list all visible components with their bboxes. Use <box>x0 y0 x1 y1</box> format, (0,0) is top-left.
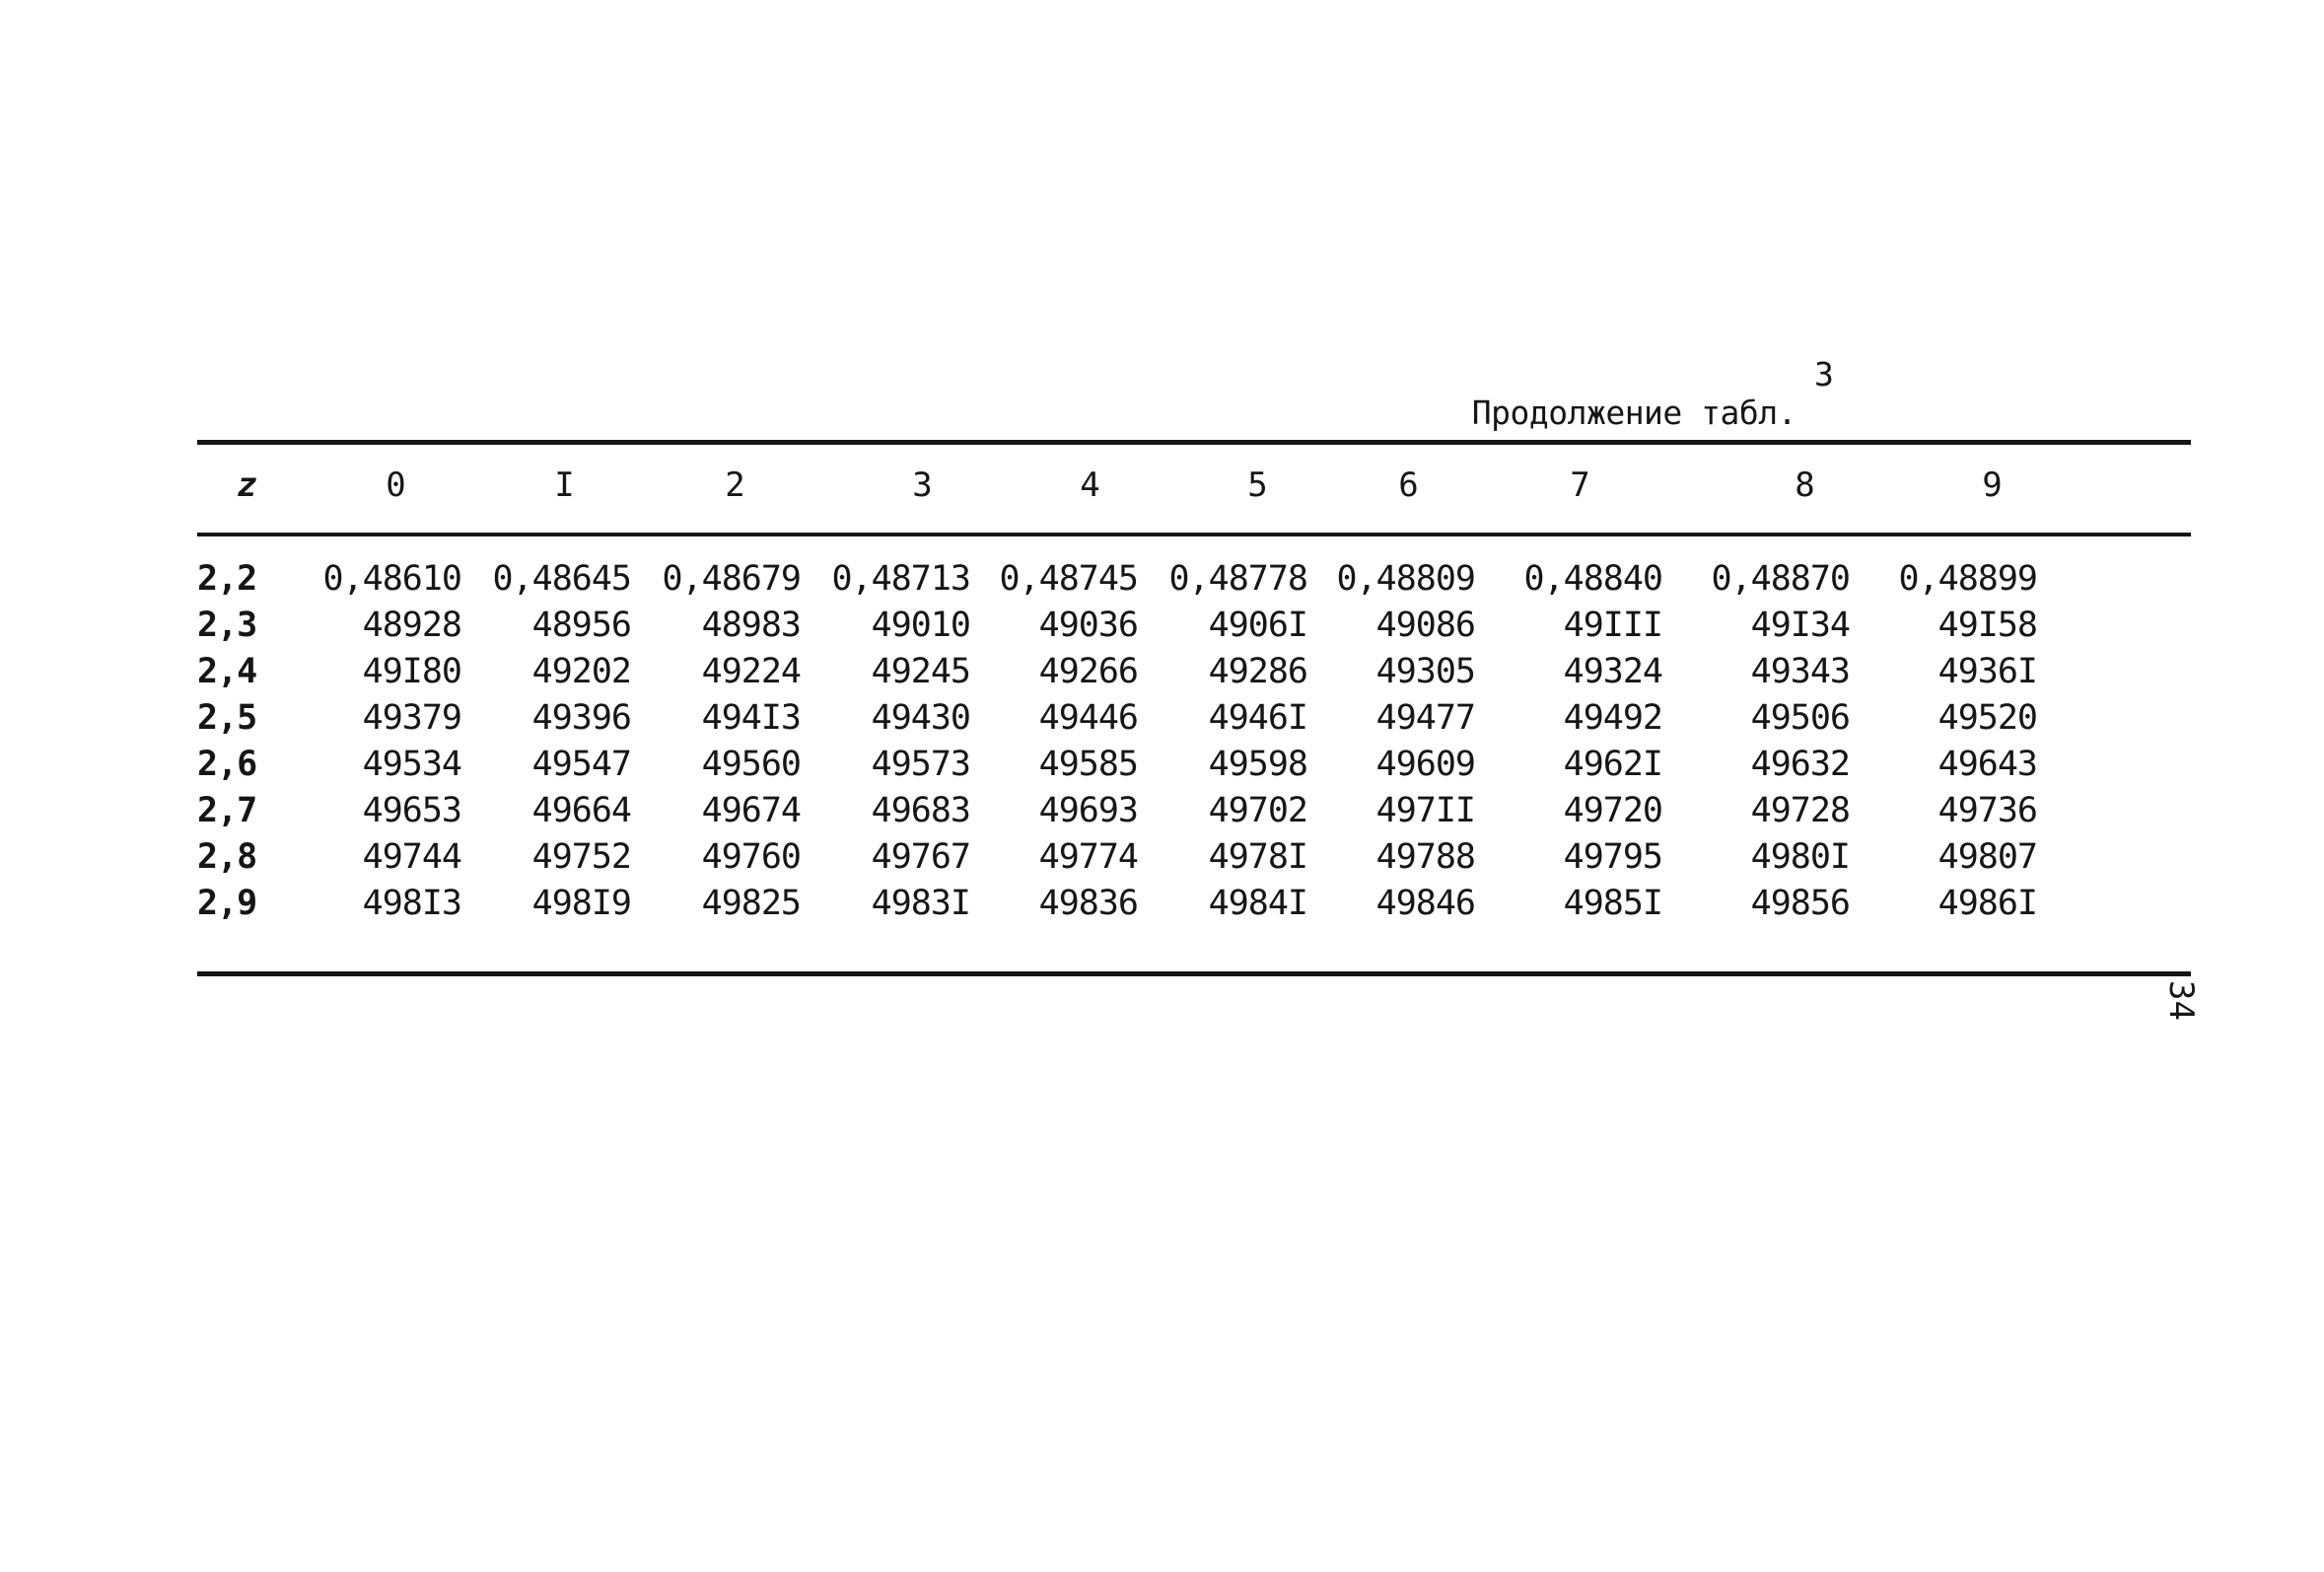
row-label: 2,3 <box>197 606 257 645</box>
row-label: 2,4 <box>197 652 257 691</box>
column-header-1: 0 <box>386 465 405 505</box>
table-cell: 49728 <box>1750 791 1850 830</box>
table-cell: 49598 <box>1208 745 1307 784</box>
table-caption <box>1434 355 1834 470</box>
table-cell: 49506 <box>1750 698 1850 738</box>
table-cell: 49807 <box>1937 837 2037 877</box>
caption-text: Продолжение табл. <box>1471 393 1797 432</box>
table-cell: 49767 <box>871 837 970 877</box>
table-cell: 0,48713 <box>831 559 970 599</box>
table-cell: 49674 <box>701 791 801 830</box>
table-cell: 498I3 <box>362 884 461 923</box>
table-cell: 49245 <box>871 652 970 691</box>
table-cell: 49520 <box>1937 698 2037 738</box>
row-label: 2,9 <box>197 884 257 923</box>
table-bottom-rule <box>197 971 2191 976</box>
table-top-rule <box>197 440 2191 445</box>
table-cell: 49702 <box>1208 791 1307 830</box>
table-cell: 49836 <box>1038 884 1138 923</box>
column-header-7: 6 <box>1398 465 1418 505</box>
caption-table-number: 3 <box>1814 355 1834 393</box>
table-cell: 49036 <box>1038 606 1138 645</box>
table-cell: 4985I <box>1563 884 1662 923</box>
table-cell: 49010 <box>871 606 970 645</box>
table-cell: 49720 <box>1563 791 1662 830</box>
table-cell: 49224 <box>701 652 801 691</box>
table-cell: 4983I <box>871 884 970 923</box>
table-cell: 0,48840 <box>1523 559 1662 599</box>
table-cell: 497II <box>1375 791 1475 830</box>
table-cell: 49736 <box>1937 791 2037 830</box>
table-cell: 0,48610 <box>322 559 461 599</box>
table-cell: 49653 <box>362 791 461 830</box>
table-cell: 49286 <box>1208 652 1307 691</box>
column-header-4: 3 <box>912 465 932 505</box>
table-cell: 0,48645 <box>492 559 631 599</box>
table-cell: 49547 <box>531 745 631 784</box>
table-cell: 0,48778 <box>1168 559 1307 599</box>
table-cell: 49632 <box>1750 745 1850 784</box>
table-cell: 4978I <box>1208 837 1307 877</box>
column-header-z: z <box>237 465 256 505</box>
table-cell: 0,48809 <box>1336 559 1475 599</box>
table-cell: 48956 <box>531 606 631 645</box>
table-cell: 0,48870 <box>1711 559 1850 599</box>
column-header-8: 7 <box>1570 465 1589 505</box>
table-cell: 49324 <box>1563 652 1662 691</box>
table-cell: 49396 <box>531 698 631 738</box>
table-cell: 49585 <box>1038 745 1138 784</box>
row-label: 2,2 <box>197 559 257 599</box>
column-header-6: 5 <box>1247 465 1267 505</box>
table-cell: 49343 <box>1750 652 1850 691</box>
table-cell: 49I34 <box>1750 606 1850 645</box>
table-cell: 49266 <box>1038 652 1138 691</box>
table-cell: 494I3 <box>701 698 801 738</box>
table-cell: 49609 <box>1375 745 1475 784</box>
table-cell: 49760 <box>701 837 801 877</box>
table-cell: 498I9 <box>531 884 631 923</box>
row-label: 2,5 <box>197 698 257 738</box>
table-cell: 49492 <box>1563 698 1662 738</box>
column-header-3: 2 <box>725 465 744 505</box>
table-cell: 0,48679 <box>662 559 801 599</box>
table-cell: 49III <box>1563 606 1662 645</box>
table-cell: 4984I <box>1208 884 1307 923</box>
table-cell: 49379 <box>362 698 461 738</box>
table-cell: 49I80 <box>362 652 461 691</box>
table-cell: 49477 <box>1375 698 1475 738</box>
column-header-2: I <box>554 465 574 505</box>
table-cell: 0,48899 <box>1898 559 2037 599</box>
table-cell: 4936I <box>1937 652 2037 691</box>
table-cell: 49643 <box>1937 745 2037 784</box>
table-cell: 4906I <box>1208 606 1307 645</box>
table-cell: 4986I <box>1937 884 2037 923</box>
table-cell: 49430 <box>871 698 970 738</box>
table-cell: 49664 <box>531 791 631 830</box>
table-cell: 49846 <box>1375 884 1475 923</box>
table-cell: 4946I <box>1208 698 1307 738</box>
table-cell: 49I58 <box>1937 606 2037 645</box>
table-cell: 49774 <box>1038 837 1138 877</box>
table-header-rule <box>197 533 2191 536</box>
table-cell: 49795 <box>1563 837 1662 877</box>
row-label: 2,7 <box>197 791 257 830</box>
column-header-10: 9 <box>1982 465 2002 505</box>
table-cell: 49305 <box>1375 652 1475 691</box>
row-label: 2,6 <box>197 745 257 784</box>
table-cell: 49752 <box>531 837 631 877</box>
column-header-9: 8 <box>1795 465 1814 505</box>
table-cell: 0,48745 <box>999 559 1138 599</box>
table-cell: 48983 <box>701 606 801 645</box>
table-cell: 49744 <box>362 837 461 877</box>
table-cell: 49825 <box>701 884 801 923</box>
table-cell: 49202 <box>531 652 631 691</box>
table-cell: 4980I <box>1750 837 1850 877</box>
table-cell: 49086 <box>1375 606 1475 645</box>
page-number: 34 <box>2161 980 2201 1021</box>
table-cell: 4962I <box>1563 745 1662 784</box>
table-cell: 49534 <box>362 745 461 784</box>
table-cell: 49693 <box>1038 791 1138 830</box>
table-cell: 49788 <box>1375 837 1475 877</box>
table-cell: 49446 <box>1038 698 1138 738</box>
table-cell: 49856 <box>1750 884 1850 923</box>
column-header-5: 4 <box>1080 465 1099 505</box>
table-cell: 49683 <box>871 791 970 830</box>
table-cell: 49573 <box>871 745 970 784</box>
row-label: 2,8 <box>197 837 257 877</box>
table-cell: 49560 <box>701 745 801 784</box>
table-cell: 48928 <box>362 606 461 645</box>
